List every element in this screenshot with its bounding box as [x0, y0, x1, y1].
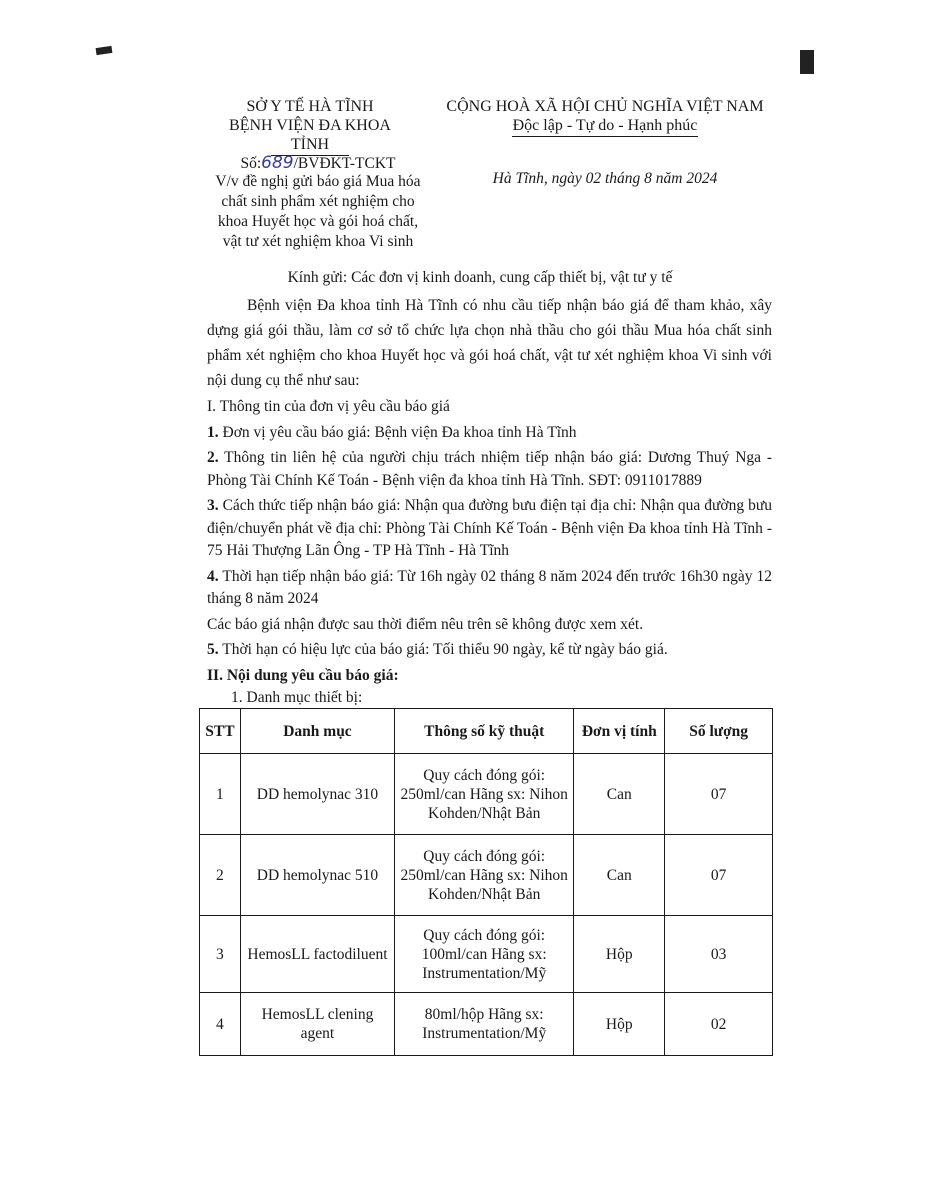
national-header — [440, 97, 770, 137]
item-text: Thông tin liên hệ của người chịu trách nhiệm tiếp nhận báo giá: Dương Thuý Nga - Phòng Tài Chính Kế Toán - Bệnh viện đa khoa tỉnh Hà Tĩnh. SĐT: 0911017889 — [207, 449, 772, 489]
table-row — [200, 835, 773, 916]
late-note: Các báo giá nhận được sau thời điểm nêu trên sẽ không được xem xét. — [207, 615, 644, 633]
cell-unit: Can — [574, 835, 665, 916]
addressee: Kính gửi: Các đơn vị kinh doanh, cung cấp thiết bị, vật tư y tế — [287, 269, 673, 286]
equipment-table — [199, 708, 773, 1056]
national-motto: Độc lập - Tự do - Hạnh phúc — [512, 117, 698, 134]
cell-stt: 1 — [200, 754, 241, 835]
cell-qty: 03 — [665, 916, 773, 993]
cell-qty: 02 — [665, 993, 773, 1056]
scan-edge-mark — [800, 50, 814, 74]
list-item — [207, 639, 772, 662]
table-row — [200, 916, 773, 993]
doc-number-prefix: Số: — [240, 155, 262, 172]
subject-line: V/v đề nghị gửi báo giá Mua hóa — [215, 173, 421, 190]
issuer-hospital: BỆNH VIỆN ĐA KHOA TỈNH — [229, 117, 391, 153]
intro-paragraph: Bệnh viện Đa khoa tỉnh Hà Tĩnh có nhu cầu tiếp nhận báo giá để tham khảo, xây dựng giá gói thầu, làm cơ sở tổ chức lựa chọn nhà thầu cho gói thầu Mua hóa chất sinh phẩm xét nghiệm cho khoa Huyết học và gói hoá chất, vật tư xét nghiệm khoa Vi sinh với nội dung cụ thể như sau: — [207, 297, 772, 389]
item-number: 3. — [207, 497, 219, 514]
cell-unit: Hộp — [574, 993, 665, 1056]
item-number: 4. — [207, 567, 219, 585]
item-number: 2. — [207, 449, 219, 466]
handwritten-number: 689 — [261, 153, 294, 173]
cell-name: HemosLL clening agent — [240, 993, 394, 1056]
scan-edge-mark — [96, 46, 113, 55]
cell-spec: Quy cách đóng gói: 250ml/can Hãng sx: Nihon Kohden/Nhật Bản — [395, 835, 574, 916]
column-header: Thông số kỹ thuật — [395, 709, 574, 754]
list-item — [207, 422, 772, 445]
cell-unit: Can — [574, 754, 665, 835]
subject-line: khoa Huyết học và gói hoá chất, — [217, 213, 419, 230]
motto-underline — [512, 136, 698, 137]
subject-line: vật tư xét nghiệm khoa Vi sinh — [222, 233, 414, 250]
item-text: Cách thức tiếp nhận báo giá: Nhận qua đường bưu điện tại địa chỉ: Nhận qua đường bưu điện/chuyển phát về địa chỉ: Phòng Tài Chính Kế Toán - Bệnh viện Đa khoa tỉnh Hà Tĩnh - 75 Hải Thượng Lãn Ông - TP Hà Tĩnh - Hà Tĩnh — [207, 497, 772, 559]
item-number: 5. — [207, 641, 219, 658]
document-number — [213, 153, 423, 173]
column-header: STT — [200, 709, 241, 754]
column-header: Số lượng — [665, 709, 773, 754]
item-number: 1. — [207, 423, 219, 441]
item-text: Đơn vị yêu cầu báo giá: Bệnh viện Đa khoa tỉnh Hà Tĩnh — [218, 423, 577, 441]
cell-qty: 07 — [665, 754, 773, 835]
list-item — [207, 447, 772, 492]
cell-spec: Quy cách đóng gói: 100ml/can Hãng sx: Instrumentation/Mỹ — [395, 916, 574, 993]
table-header-row — [200, 709, 773, 754]
table-row — [200, 993, 773, 1056]
cell-stt: 3 — [200, 916, 241, 993]
document-date: Hà Tĩnh, ngày 02 tháng 8 năm 2024 — [492, 170, 718, 187]
item-text: Thời hạn tiếp nhận báo giá: Từ 16h ngày 02 tháng 8 năm 2024 đến trước 16h30 ngày 12 tháng 8 năm 2024 — [207, 567, 772, 607]
issuer-header — [210, 97, 410, 156]
cell-stt: 4 — [200, 993, 241, 1056]
section-title: I. Thông tin của đơn vị yêu cầu báo giá — [207, 398, 450, 415]
document-body — [207, 293, 772, 710]
issuer-department: SỞ Y TẾ HÀ TĨNH — [246, 98, 374, 115]
column-header: Danh mục — [240, 709, 394, 754]
subsection-title: 1. Danh mục thiết bị: — [231, 689, 363, 706]
cell-name: DD hemolynac 310 — [240, 754, 394, 835]
cell-spec: 80ml/hộp Hãng sx: Instrumentation/Mỹ — [395, 993, 574, 1056]
list-item — [207, 566, 772, 611]
country-name: CỘNG HOÀ XÃ HỘI CHỦ NGHĨA VIỆT NAM — [446, 98, 764, 115]
cell-name: HemosLL factodiluent — [240, 916, 394, 993]
column-header: Đơn vị tính — [574, 709, 665, 754]
cell-unit: Hộp — [574, 916, 665, 993]
item-text: Thời hạn có hiệu lực của báo giá: Tối thiểu 90 ngày, kể từ ngày báo giá. — [218, 641, 668, 658]
subject-block — [213, 172, 423, 252]
doc-number-suffix: /BVĐKT-TCKT — [293, 155, 396, 172]
subject-line: chất sinh phẩm xét nghiệm cho — [221, 193, 415, 210]
list-item — [207, 495, 772, 563]
cell-spec: Quy cách đóng gói: 250ml/can Hãng sx: Nihon Kohden/Nhật Bản — [395, 754, 574, 835]
cell-name: DD hemolynac 510 — [240, 835, 394, 916]
cell-qty: 07 — [665, 835, 773, 916]
table-row — [200, 754, 773, 835]
cell-stt: 2 — [200, 835, 241, 916]
section-title: II. Nội dung yêu cầu báo giá: — [207, 666, 399, 684]
